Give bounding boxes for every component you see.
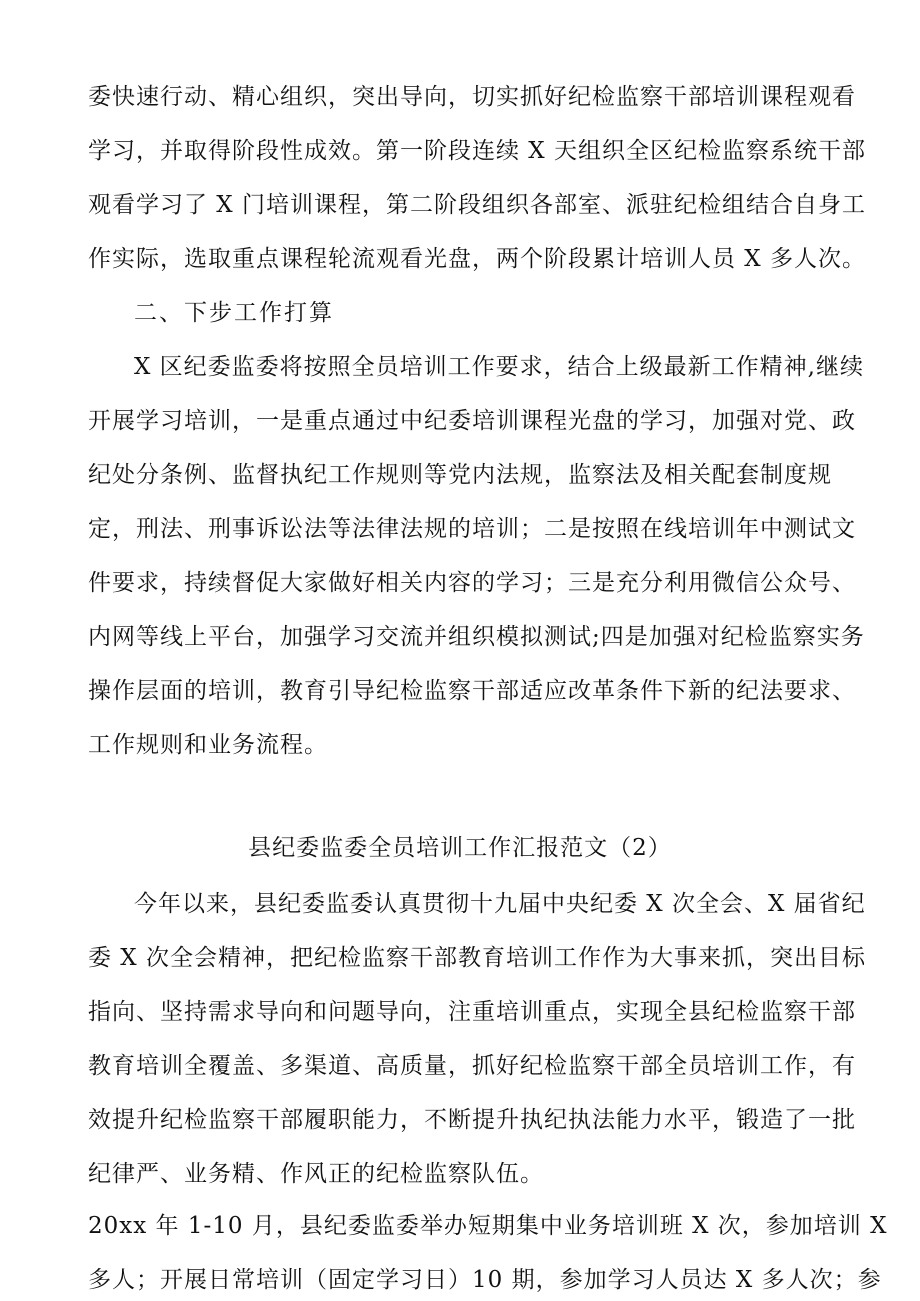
paragraph-line: 纪处分条例、监督执纪工作规则等党内法规，监察法及相关配套制度规 [88, 462, 832, 488]
paragraph-line: 作实际，选取重点课程轮流观看光盘，两个阶段累计培训人员 X 多人次。 [88, 246, 866, 272]
paragraph-line: 教育培训全覆盖、多渠道、高质量，抓好纪检监察干部全员培训工作，有 [88, 1053, 856, 1079]
paragraph-line: 纪律严、业务精、作风正的纪检监察队伍。 [88, 1161, 544, 1187]
paragraph-line: 操作层面的培训，教育引导纪检监察干部适应改革条件下新的纪法要求、 [88, 678, 856, 704]
paragraph-line: 开展学习培训，一是重点通过中纪委培训课程光盘的学习，加强对党、政 [88, 408, 856, 434]
paragraph-line: 委快速行动、精心组织，突出导向，切实抓好纪检监察干部培训课程观看 [88, 84, 856, 110]
paragraph-line: X 区纪委监委将按照全员培训工作要求，结合上级最新工作精神,继续 [134, 354, 864, 380]
paragraph-line: 学习，并取得阶段性成效。第一阶段连续 X 天组织全区纪检监察系统干部 [88, 138, 866, 164]
paragraph-line: 件要求，持续督促大家做好相关内容的学习；三是充分利用微信公众号、 [88, 570, 856, 596]
paragraph-line: 工作规则和业务流程。 [88, 732, 328, 758]
paragraph-line: 内网等线上平台，加强学习交流并组织模拟测试;四是加强对纪检监察实务 [88, 624, 865, 650]
paragraph-line: 20xx 年 1-10 月，县纪委监委举办短期集中业务培训班 X 次，参加培训 X [88, 1213, 888, 1239]
paragraph-line: 效提升纪检监察干部履职能力，不断提升执纪执法能力水平，锻造了一批 [88, 1107, 856, 1133]
article-title: 县纪委监委全员培训工作汇报范文（2） [248, 835, 672, 861]
paragraph-line: 委 X 次全会精神，把纪检监察干部教育培训工作作为大事来抓，突出目标 [88, 945, 866, 971]
paragraph-line: 今年以来，县纪委监委认真贯彻十九届中央纪委 X 次全会、X 届省纪 [134, 891, 866, 917]
paragraph-line: 指向、坚持需求导向和问题导向，注重培训重点，实现全县纪检监察干部 [88, 999, 856, 1025]
paragraph-line: 多人；开展日常培训（固定学习日）10 期，参加学习人员达 X 多人次；参 [88, 1267, 882, 1293]
paragraph-line: 定，刑法、刑事诉讼法等法律法规的培训；二是按照在线培训年中测试文 [88, 516, 856, 542]
section-heading: 二、下步工作打算 [134, 300, 334, 326]
paragraph-line: 观看学习了 X 门培训课程，第二阶段组织各部室、派驻纪检组结合自身工 [88, 192, 866, 218]
